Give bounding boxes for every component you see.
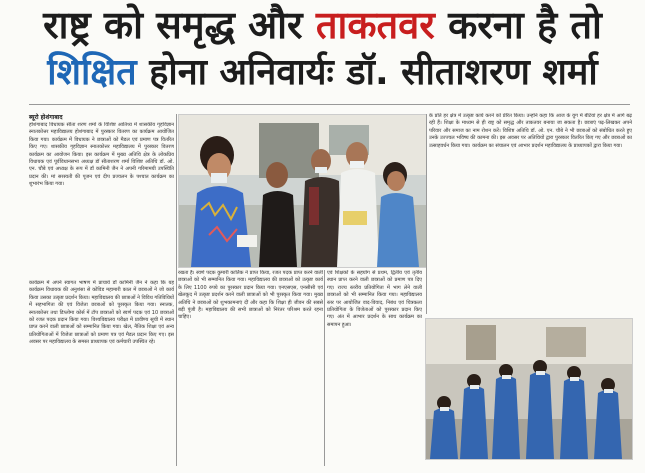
headline-line-1-part-3: करना है तो <box>448 3 602 47</box>
article-column-left-bottom: कार्यक्रम में अपने स्वागत भाषण में प्राचार्य डॉ कामिनी जैन ने कहा कि यह कार्यक्रम विधायक की अनुशंसा से कोविड महामारी काल में छात्राओं ने जो कार्य किया उसका उत्कृष्ट प्रदर्शन किया। महाविद्यालय की छात्राओं ने विविध गतिविधियों में सहभागिता की एवं विजेता छात्राओं को पुरस्कृत किया गया। स्नातक, स्नातकोत्तर तथा डिप्लोमा कोर्स में टॉप छात्राओं को स्वर्ण पदक एवं 10 छात्राओं को रजत पदक प्रदान किया गया। विश्वविद्यालय परीक्षा में प्रावीण्य सूची में स्थान प्राप्त करने वाली छात्राओं को सम्मानित किया गया। खेल, नैतिक शिक्षा एवं अन्य प्रतियोगिताओं में विजेता छात्राओं को प्रमाण पत्र एवं मैडल प्रदान किए गए। इस अवसर पर महाविद्यालय के समस्त प्राध्यापक एवं कर्मचारी उपस्थित रहे। <box>29 280 174 346</box>
photo-students <box>425 318 633 460</box>
article-column-right-top: के प्रति हर क्षेत्र में उत्कृष्ट कार्य करने को प्रेरित किया। उन्होंने कहा कि आज के युग में बेटियां हर क्षेत्र में आगे बढ़ रही हैं। शिक्षा के माध्यम से ही राष्ट्र को समृद्ध और ताकतवर बनाया जा सकता है। छात्राएं पढ़-लिखकर अपने परिवार और समाज का नाम रोशन करें। विशिष्ट अतिथि डॉ. ओ. एन. चौबे ने भी छात्राओं को संबोधित करते हुए उनके उज्ज्वल भविष्य की कामना की। इस अवसर पर अतिथियों द्वारा पुरस्कार वितरित किए गए और छात्राओं का उत्साहवर्धन किया गया। कार्यक्रम का संचालन एवं आभार प्रदर्शन महाविद्यालय के प्राध्यापकों द्वारा किया गया। <box>429 113 632 149</box>
headline-rule <box>29 104 630 105</box>
headline-line-1 <box>0 3 645 47</box>
headline-line-1-part-1: राष्ट्र को समृद्ध और <box>43 3 303 47</box>
article-column-middle: रखता है। स्वर्ण पदक कुमारी कार्तिक ने प्राप्त किया, रजत पदक प्राप्त करने वाली छात्राओं को भी सम्मानित किया गया। महाविद्यालय की छात्राओं को उत्कृष्ट कार्य के लिए 1100 रुपये का पुरस्कार प्रदान किया गया। एनएसएस, एनसीसी एवं खेलकूद में उत्कृष्ट प्रदर्शन करने वाली छात्राओं को भी पुरस्कृत किया गया। मुख्य अतिथि ने छात्राओं को शुभकामनाएं दीं और कहा कि शिक्षा ही जीवन की सबसे बड़ी पूंजी है। महाविद्यालय की सभी छात्राओं को निरंतर परिश्रम करते रहना चाहिए। <box>178 270 323 321</box>
award-ceremony-photo-illustration <box>179 115 426 267</box>
column-divider-3 <box>324 270 325 466</box>
column-divider-2 <box>426 114 427 314</box>
byline: ब्यूरो होशंगाबाद <box>29 114 63 121</box>
headline-highlight-red: ताकतवर <box>315 3 435 47</box>
headline-highlight-blue: शिक्षित <box>47 52 137 93</box>
photo-award-ceremony <box>178 114 427 268</box>
students-photo-illustration <box>426 319 632 459</box>
article-column-middle-2: एवं शिक्षकों के सहयोग से प्रथम, द्वितीय एवं तृतीय स्थान प्राप्त करने वाली छात्राओं को प्रमाण पत्र दिए गए। राज्य स्तरीय प्रतियोगिता में भाग लेने वाली छात्राओं को भी सम्मानित किया गया। महाविद्यालय स्तर पर आयोजित वाद-विवाद, निबंध एवं चित्रकला प्रतियोगिता के विजेताओं को पुरस्कार प्रदान किए गए। अंत में आभार प्रदर्शन के साथ कार्यक्रम का समापन हुआ। <box>327 270 422 328</box>
column-divider-1 <box>176 114 177 466</box>
article-column-left-top: होशंगाबाद विधायक सीता शरण शर्मा के विशिष्ट आतिथ्य में शासकीय गृहविज्ञान स्नातकोत्तर महाविद्यालय होशंगाबाद में पुरस्कार वितरण का कार्यक्रम आयोजित किया गया। कार्यक्रम में विधायक ने छात्राओं को मैडल एवं प्रमाण पत्र वितरित किए गए। शासकीय गृहविज्ञान स्नातकोत्तर महाविद्यालय में पुरस्कार वितरण कार्यक्रम का आयोजन किया। इस कार्यक्रम में मुख्य अतिथि क्षेत्र के लोकप्रिय विधायक एवं पूर्वविधानसभा अध्यक्ष डॉ सीताशरण शर्मा विशिष्ट अतिथि डॉ. ओ. एन. चौबे एवं अध्यक्ष के रूप में डॉ कामिनी जैन ने अपनी गरिमामयी उपस्थिति प्रदान की। मां सरस्वती की पूजन एवं दीप प्रज्वलन के पश्चात कार्यक्रम का शुभारंभ किया गया। <box>29 122 174 188</box>
headline-line-2 <box>0 52 645 93</box>
headline-line-2-part-2: होना अनिवार्यः डॉ. सीताशरण शर्मा <box>149 52 598 93</box>
